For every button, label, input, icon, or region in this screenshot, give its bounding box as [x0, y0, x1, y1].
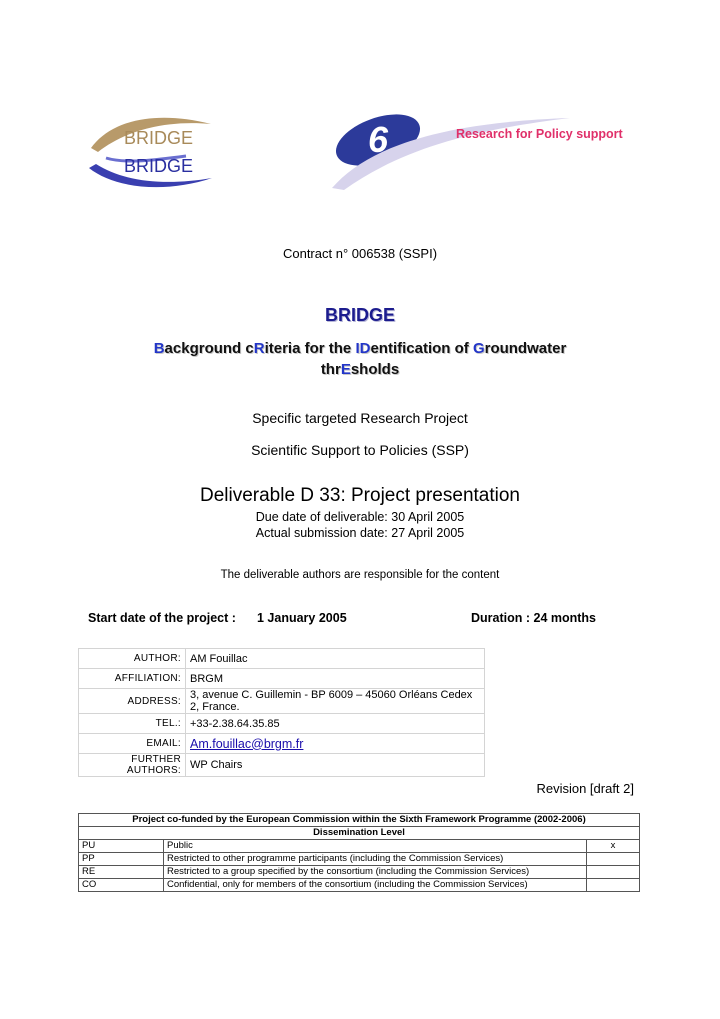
affiliation-label: AFFILIATION:	[79, 669, 186, 689]
table-row	[79, 754, 485, 777]
tel-value: +33-2.38.64.35.85	[186, 714, 485, 734]
contract-number: Contract n° 006538 (SSPI)	[282, 246, 438, 261]
author-value: AM Fouillac	[186, 649, 485, 669]
fp6-logo-number: 6	[368, 119, 389, 160]
table-row	[79, 669, 485, 689]
table-header-row	[79, 827, 640, 840]
author-label: AUTHOR:	[79, 649, 186, 669]
further-authors-value: WP Chairs	[186, 754, 485, 777]
level-description: Restricted to other programme participants (including the Commission Services)	[164, 853, 587, 866]
bridge-logo	[86, 108, 216, 196]
bridge-logo-text: BRIDGE	[124, 128, 194, 148]
level-code: PP	[79, 853, 164, 866]
subtitle-highlight: ID	[355, 340, 371, 357]
address-value: 3, avenue C. Guillemin - BP 6009 – 45060 Orléans Cedex 2, France.	[186, 689, 485, 714]
level-mark: x	[587, 840, 640, 853]
project-title: BRIDGE	[324, 305, 395, 325]
table-row	[79, 714, 485, 734]
level-code: CO	[79, 879, 164, 892]
table-row	[79, 840, 640, 853]
email-label: EMAIL:	[79, 734, 186, 754]
level-code: PU	[79, 840, 164, 853]
level-description: Confidential, only for members of the consortium (including the Commission Services)	[164, 879, 587, 892]
subtitle-text: entification of	[370, 340, 473, 357]
subtitle-highlight: E	[340, 361, 351, 378]
responsibility-note: The deliverable authors are responsible for the content	[220, 569, 500, 581]
dissemination-table	[78, 813, 640, 892]
table-row	[79, 853, 640, 866]
table-row	[79, 689, 485, 714]
start-date-value: 1 January 2005	[257, 611, 347, 625]
subtitle-text: sholds	[350, 361, 400, 378]
level-mark	[587, 866, 640, 879]
subtitle-highlight: B	[153, 340, 165, 357]
table-header-row	[79, 814, 640, 827]
level-description: Public	[164, 840, 587, 853]
affiliation-value: BRGM	[186, 669, 485, 689]
fp6-logo-text: Research for Policy support	[456, 127, 623, 141]
subtitle-text: thr	[320, 361, 341, 378]
table-row	[79, 879, 640, 892]
further-authors-label: FURTHER AUTHORS:	[79, 754, 186, 777]
due-date: Due date of deliverable: 30 April 2005	[255, 510, 465, 524]
level-mark	[587, 853, 640, 866]
table-row	[79, 866, 640, 879]
revision-label: Revision [draft 2]	[536, 781, 634, 796]
project-duration: Duration : 24 months	[471, 611, 597, 625]
author-info-table	[78, 648, 485, 777]
table-row	[79, 734, 485, 754]
project-type: Specific targeted Research Project	[252, 410, 468, 426]
level-code: RE	[79, 866, 164, 879]
level-description: Restricted to a group specified by the consortium (including the Commission Services)	[164, 866, 587, 879]
support-programme: Scientific Support to Policies (SSP)	[251, 442, 469, 458]
subtitle-line-1	[0, 338, 720, 359]
start-date-label: Start date of the project :	[88, 611, 236, 625]
subtitle-text: ackground c	[164, 340, 254, 357]
level-mark	[587, 879, 640, 892]
subtitle-highlight: R	[253, 340, 265, 357]
project-full-name	[0, 338, 720, 380]
bridge-logo-reflection: BRIDGE	[124, 156, 194, 176]
email-cell	[186, 734, 485, 754]
fp6-logo	[330, 104, 640, 190]
subtitle-highlight: G	[472, 340, 485, 357]
address-label: ADDRESS:	[79, 689, 186, 714]
cofunding-header: Project co-funded by the European Commission within the Sixth Framework Programme (2002-2006)	[79, 814, 640, 827]
tel-label: TEL.:	[79, 714, 186, 734]
subtitle-text: iteria for the	[264, 340, 356, 357]
email-link[interactable]: Am.fouillac@brgm.fr	[190, 736, 304, 751]
dissemination-level-header: Dissemination Level	[79, 827, 640, 840]
subtitle-text: roundwater	[484, 340, 567, 357]
table-row	[79, 649, 485, 669]
deliverable-title: Deliverable D 33: Project presentation	[199, 485, 520, 506]
subtitle-line-2	[0, 359, 720, 380]
actual-submission-date: Actual submission date: 27 April 2005	[255, 526, 465, 540]
